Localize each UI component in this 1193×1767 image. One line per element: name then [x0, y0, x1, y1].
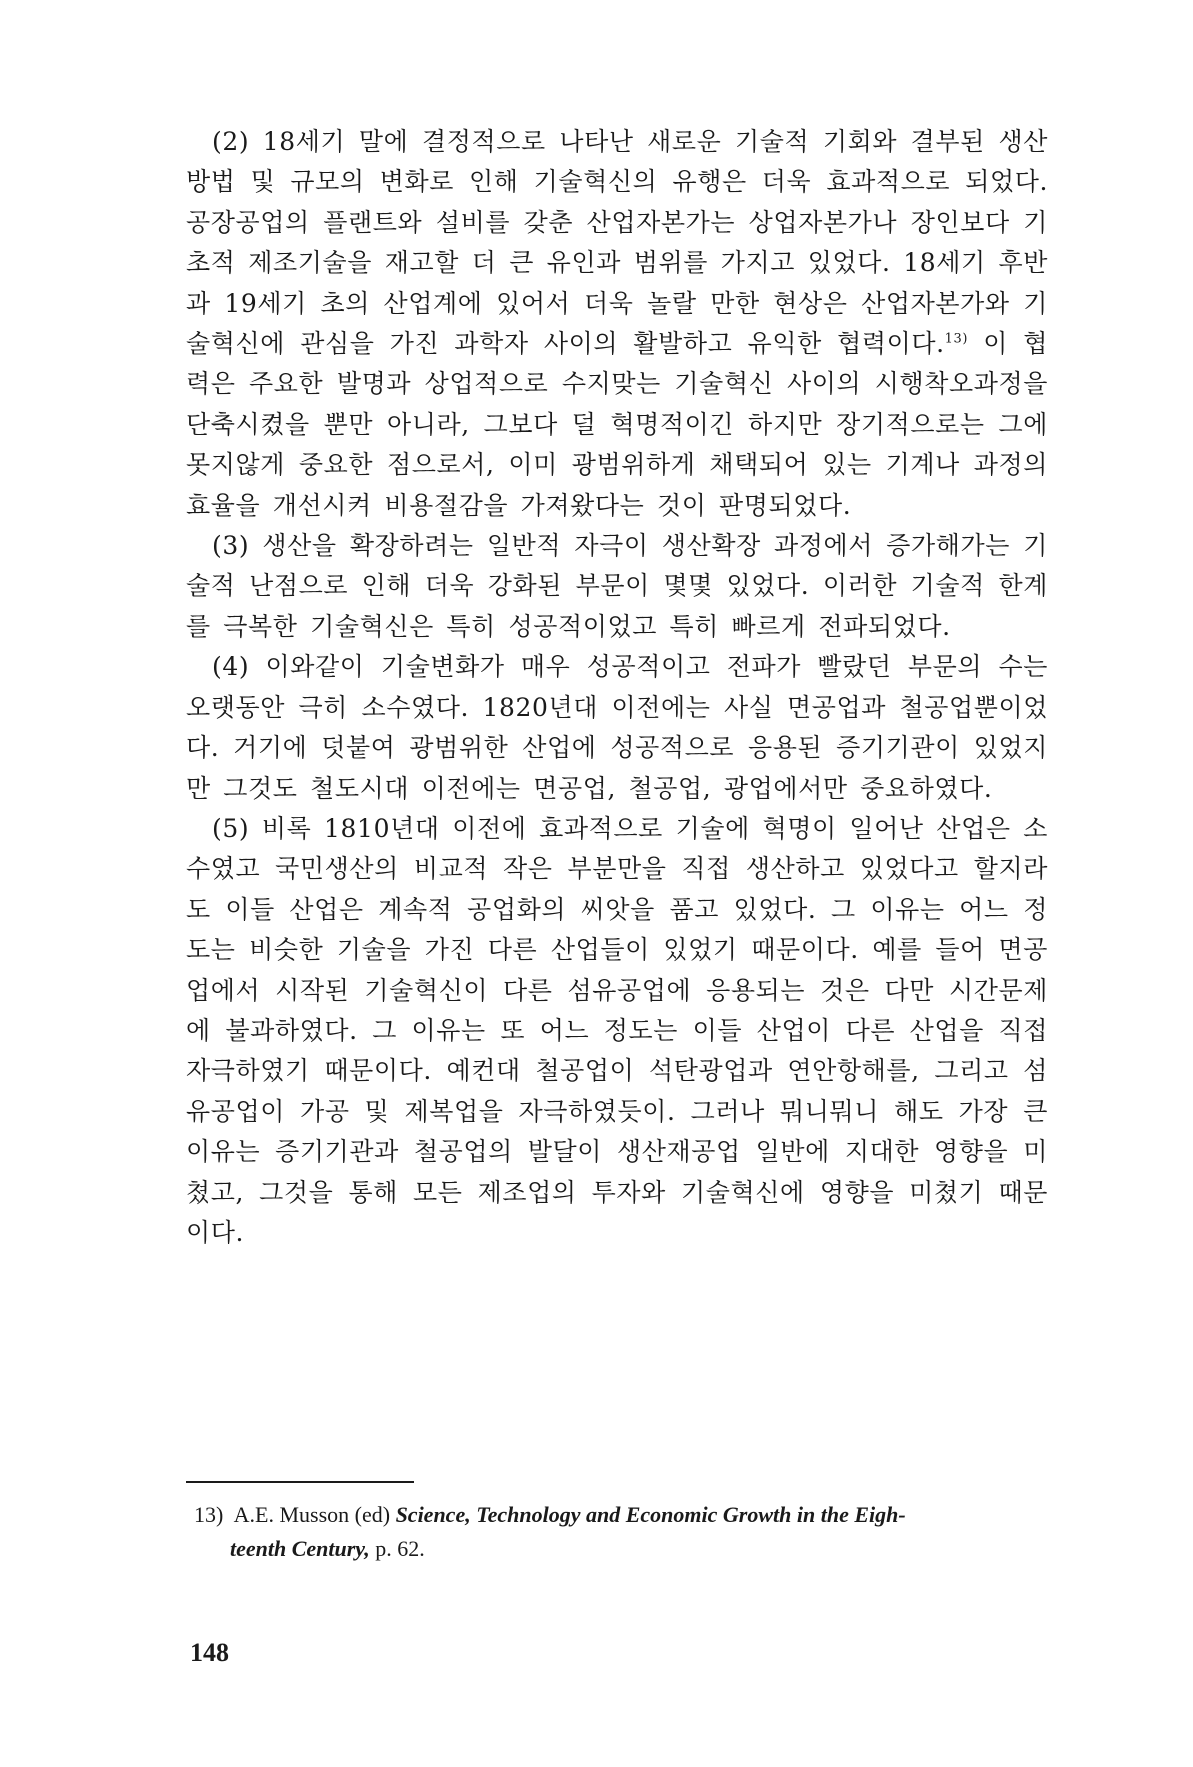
paragraph-2 [186, 122, 1048, 526]
paragraph-4: (4) 이와같이 기술변화가 매우 성공적이고 전파가 빨랐던 부문의 수는 오랫동안 극히 소수였다. 1820년대 이전에는 사실 면공업과 철공업뿐이었다. 거기에 덧붙여 광범위한 산업에 성공적으로 응용된 증기기관이 있었지만 그것도 철도시대 이전에는 면공업, 철공업, 광업에서만 중요하였다. [186, 652, 1048, 803]
footnote-number: 13) [194, 1502, 224, 1527]
paragraph-5: (5) 비록 1810년대 이전에 효과적으로 기술에 혁명이 일어난 산업은 소수였고 국민생산의 비교적 작은 부분만을 직접 생산하고 있었다고 할지라도 이들 산업은 계속적 공업화의 씨앗을 품고 있었다. 그 이유는 어느 정도는 비슷한 기술을 가진 다른 산업들이 있었기 때문이다. 예를 들어 면공업에서 시작된 기술혁신이 다른 섬유공업에 응용되는 것은 다만 시간문제에 불과하였다. 그 이유는 또 어느 정도는 이들 산업이 다른 산업을 직접 자극하였기 때문이다. 예컨대 철공업이 석탄광업과 연안항해를, 그리고 섬유공업이 가공 및 제복업을 자극하였듯이. 그러나 뭐니뭐니 해도 가장 큰 이유는 증기기관과 철공업의 발달이 생산재공업 일반에 지대한 영향을 미쳤고, 그것을 통해 모든 제조업의 투자와 기술혁신에 영향을 미쳤기 때문이다. [186, 813, 1048, 1247]
footnote-page: p. 62. [375, 1536, 425, 1561]
paragraph-2-text-after: 이 협력은 주요한 발명과 상업적으로 수지맞는 기술혁신 사이의 시행착오과정을 단축시켰을 뿐만 아니라, 그보다 덜 혁명적이긴 하지만 장기적으로는 그에 못지않게 중요한 점으로서, 이미 광범위하게 채택되어 있는 기계나 과정의 효율을 개선시켜 비용절감을 가져왔다는 것이 판명되었다. [186, 329, 1048, 520]
footnote-line-2 [194, 1532, 1042, 1566]
footnote-divider [186, 1481, 414, 1483]
footnote [194, 1498, 1042, 1566]
paragraph-3: (3) 생산을 확장하려는 일반적 자극이 생산확장 과정에서 증가해가는 기술적 난점으로 인해 더욱 강화된 부문이 몇몇 있었다. 이러한 기술적 한계를 극복한 기술혁신은 특히 성공적이었고 특히 빠르게 전파되었다. [186, 531, 1048, 641]
paragraph-2-text: (2) 18세기 말에 결정적으로 나타난 새로운 기술적 기회와 결부된 생산방법 및 규모의 변화로 인해 기술혁신의 유행은 더욱 효과적으로 되었다. 공장공업의 플랜트와 설비를 갖춘 산업자본가는 상업자본가나 장인보다 기초적 제조기술을 재고할 더 큰 유인과 범위를 가지고 있었다. 18세기 후반과 19세기 초의 산업계에 있어서 더욱 놀랄 만한 현상은 산업자본가와 기술혁신에 관심을 가진 과학자 사이의 활발하고 유익한 협력이다. [186, 127, 1048, 359]
footnote-mark: 13) [944, 331, 969, 347]
main-text [186, 122, 1048, 1253]
footnote-line-1 [194, 1498, 1042, 1532]
footnote-author: A.E. Musson (ed) [233, 1502, 391, 1527]
footnote-title-part1: Science, Technology and Economic Growth in the Eigh- [395, 1502, 906, 1527]
footnote-title-part2: teenth Century, [230, 1536, 370, 1561]
page-number: 148 [190, 1638, 229, 1667]
